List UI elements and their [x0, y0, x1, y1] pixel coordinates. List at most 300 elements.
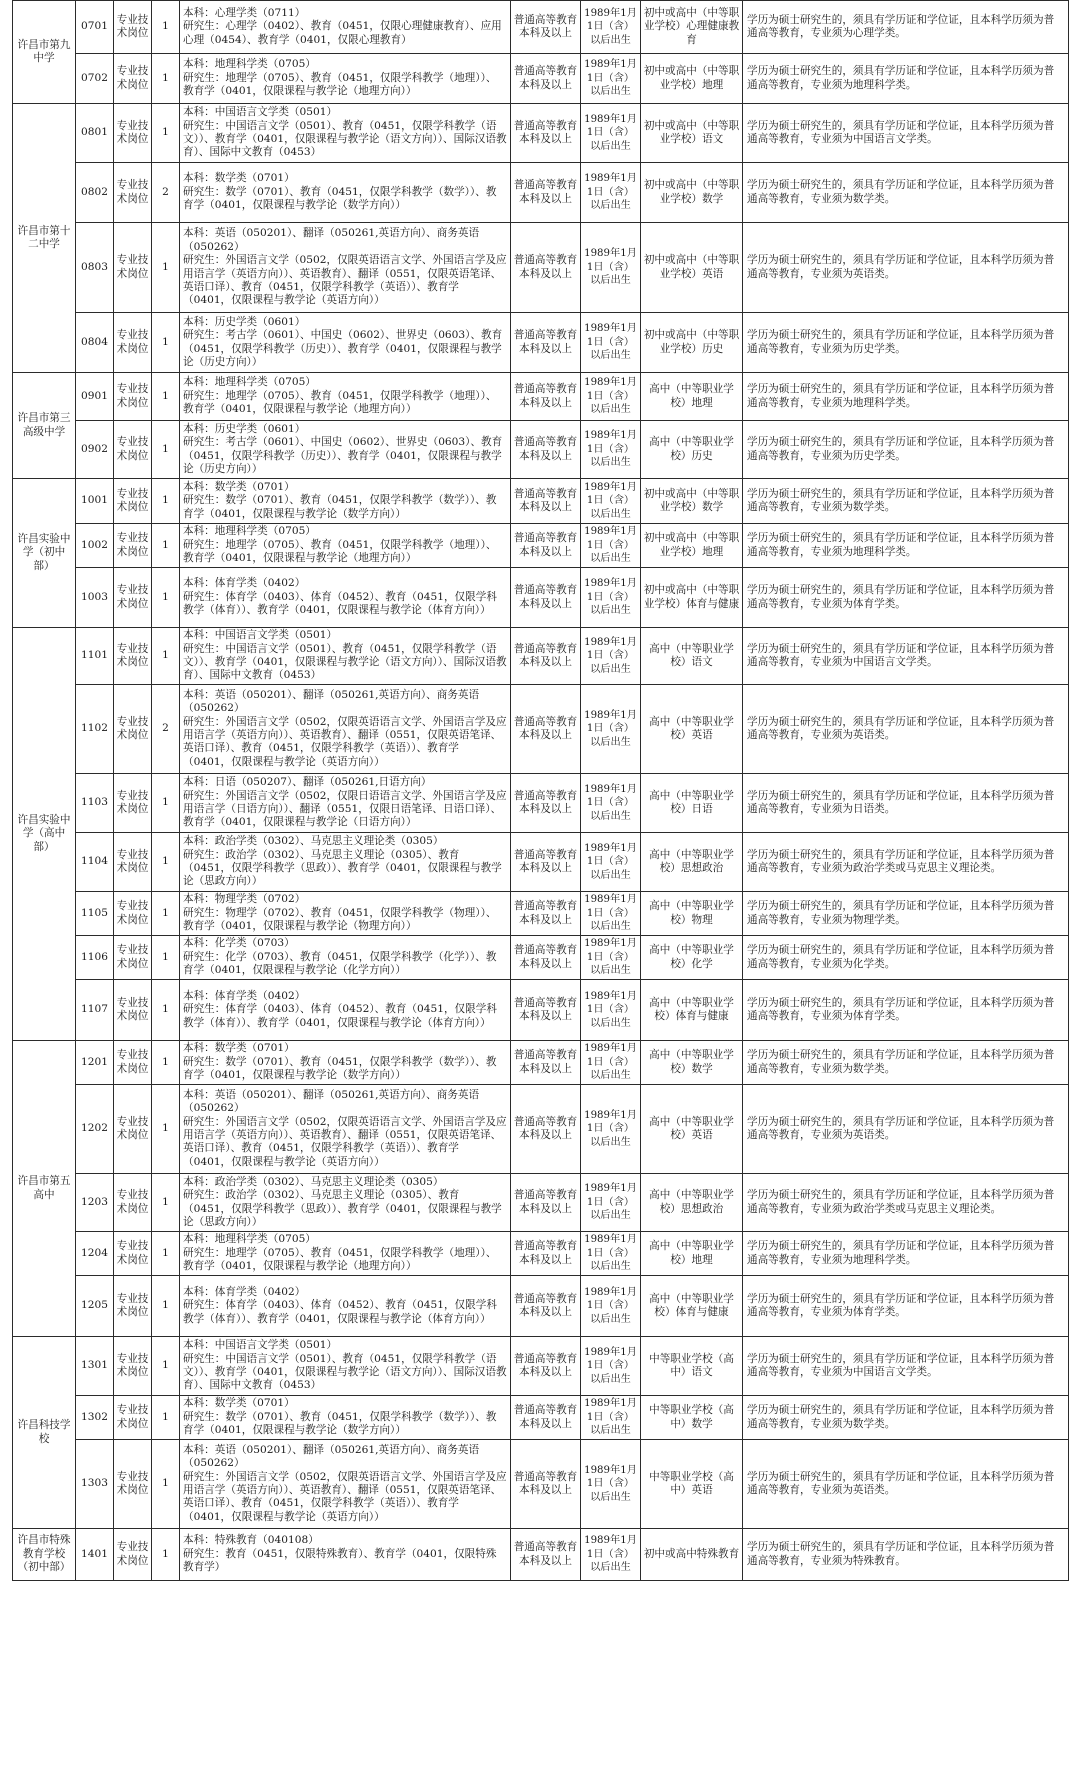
age-requirement-cell: 1989年1月1日（含）以后出生 — [581, 1529, 641, 1581]
education-requirement-cell: 普通高等教育本科及以上 — [511, 373, 581, 421]
age-requirement-cell: 1989年1月1日（含）以后出生 — [581, 373, 641, 421]
other-requirement-cell: 学历为硕士研究生的，须具有学历证和学位证，且本科学历须为普通高等教育，专业须为数学类。 — [743, 479, 1069, 524]
major-requirement-cell — [180, 1529, 511, 1581]
hiring-count-cell: 1 — [152, 1085, 180, 1174]
position-code-cell: 0802 — [76, 163, 114, 223]
age-requirement-cell: 1989年1月1日（含）以后出生 — [581, 936, 641, 980]
position-type-cell: 专业技术岗位 — [114, 774, 152, 833]
major-requirement-cell — [180, 1396, 511, 1440]
major-graduate-line: 研究生：化学（0703）、教育（0451，仅限学科教学（化学））、教育学（0401，仅限课程与教学论（化学方向）） — [183, 950, 497, 977]
teacher-certificate-cell: 初中或高中（中等职业学校）心理健康教育 — [641, 1, 743, 54]
unit-name-cell: 许昌实验中学（高中部） — [13, 628, 76, 1041]
major-requirement-cell — [180, 223, 511, 313]
other-requirement-cell: 学历为硕士研究生的，须具有学历证和学位证，且本科学历须为普通高等教育，专业须为数学类。 — [743, 1041, 1069, 1085]
major-requirement-cell — [180, 936, 511, 980]
other-requirement-cell: 学历为硕士研究生的，须具有学历证和学位证，且本科学历须为普通高等教育，专业须为心理学类。 — [743, 1, 1069, 54]
major-graduate-line: 研究生：数学（0701）、教育（0451，仅限学科教学（数学））、教育学（0401，仅限课程与教学论（数学方向）） — [183, 494, 497, 520]
teacher-certificate-cell: 初中或高中（中等职业学校）英语 — [641, 223, 743, 313]
age-requirement-cell: 1989年1月1日（含）以后出生 — [581, 313, 641, 373]
position-type-cell: 专业技术岗位 — [114, 980, 152, 1041]
age-requirement-cell: 1989年1月1日（含）以后出生 — [581, 163, 641, 223]
major-undergrad-line: 本科：历史学类（0601） — [183, 422, 306, 435]
position-code-cell: 1103 — [76, 774, 114, 833]
teacher-certificate-cell: 高中（中等职业学校）思想政治 — [641, 833, 743, 892]
table-row — [13, 163, 1069, 223]
education-requirement-cell: 普通高等教育本科及以上 — [511, 1276, 581, 1337]
major-requirement-cell — [180, 980, 511, 1041]
table-row — [13, 373, 1069, 421]
position-code-cell: 1203 — [76, 1174, 114, 1232]
hiring-count-cell: 1 — [152, 1440, 180, 1529]
major-graduate-line: 研究生：地理学（0705）、教育（0451，仅限学科教学（地理））、教育学（0401，仅限课程与教学论（地理方向）） — [183, 1246, 497, 1273]
other-requirement-cell: 学历为硕士研究生的，须具有学历证和学位证，且本科学历须为普通高等教育，专业须为化学类。 — [743, 936, 1069, 980]
other-requirement-cell: 学历为硕士研究生的，须具有学历证和学位证，且本科学历须为普通高等教育，专业须为体育学类。 — [743, 1276, 1069, 1337]
major-graduate-line: 研究生：政治学（0302）、马克思主义理论（0305）、教育（0451，仅限学科教学（思政））、教育学（0401，仅限课程与教学论（思政方向）） — [183, 1189, 502, 1228]
major-requirement-cell — [180, 1276, 511, 1337]
teacher-certificate-cell: 高中（中等职业学校）语文 — [641, 628, 743, 685]
education-requirement-cell: 普通高等教育本科及以上 — [511, 568, 581, 628]
table-row — [13, 104, 1069, 163]
other-requirement-cell: 学历为硕士研究生的，须具有学历证和学位证，且本科学历须为普通高等教育，专业须为地理科学类。 — [743, 373, 1069, 421]
major-undergrad-line: 本科：物理学类（0702） — [183, 893, 306, 906]
position-type-cell: 专业技术岗位 — [114, 524, 152, 568]
major-undergrad-line: 本科：体育学类（0402） — [183, 577, 306, 590]
position-code-cell: 1106 — [76, 936, 114, 980]
position-type-cell: 专业技术岗位 — [114, 892, 152, 936]
education-requirement-cell: 普通高等教育本科及以上 — [511, 980, 581, 1041]
table-row — [13, 1337, 1069, 1396]
table-row — [13, 980, 1069, 1041]
teacher-certificate-cell: 高中（中等职业学校）英语 — [641, 685, 743, 774]
teacher-certificate-cell: 初中或高中（中等职业学校）历史 — [641, 313, 743, 373]
table-row — [13, 1396, 1069, 1440]
hiring-count-cell: 1 — [152, 936, 180, 980]
position-type-cell: 专业技术岗位 — [114, 421, 152, 479]
position-type-cell: 专业技术岗位 — [114, 313, 152, 373]
teacher-certificate-cell: 初中或高中（中等职业学校）地理 — [641, 524, 743, 568]
hiring-count-cell: 1 — [152, 223, 180, 313]
major-requirement-cell — [180, 421, 511, 479]
major-undergrad-line: 本科：历史学类（0601） — [183, 315, 306, 328]
teacher-certificate-cell: 中等职业学校（高中）数学 — [641, 1396, 743, 1440]
education-requirement-cell: 普通高等教育本科及以上 — [511, 1174, 581, 1232]
table-row — [13, 1529, 1069, 1581]
table-row — [13, 833, 1069, 892]
position-code-cell: 1401 — [76, 1529, 114, 1581]
major-requirement-cell — [180, 1041, 511, 1085]
hiring-count-cell: 1 — [152, 774, 180, 833]
education-requirement-cell: 普通高等教育本科及以上 — [511, 1337, 581, 1396]
table-row — [13, 1, 1069, 54]
major-graduate-line: 研究生：数学（0701）、教育（0451，仅限学科教学（数学））、教育学（0401，仅限课程与教学论（数学方向）） — [183, 1055, 497, 1082]
page-bottom-edge — [0, 1787, 1080, 1791]
table-row — [13, 774, 1069, 833]
major-requirement-cell — [180, 1337, 511, 1396]
position-type-cell: 专业技术岗位 — [114, 833, 152, 892]
major-undergrad-line: 本科：地理科学类（0705） — [183, 525, 316, 538]
position-code-cell: 1302 — [76, 1396, 114, 1440]
position-type-cell: 专业技术岗位 — [114, 1396, 152, 1440]
education-requirement-cell: 普通高等教育本科及以上 — [511, 936, 581, 980]
hiring-count-cell: 1 — [152, 1529, 180, 1581]
hiring-count-cell: 1 — [152, 54, 180, 104]
unit-name-cell: 许昌科技学校 — [13, 1337, 76, 1529]
table-row — [13, 1174, 1069, 1232]
position-code-cell: 1102 — [76, 685, 114, 774]
teacher-certificate-cell: 高中（中等职业学校）日语 — [641, 774, 743, 833]
education-requirement-cell: 普通高等教育本科及以上 — [511, 833, 581, 892]
other-requirement-cell: 学历为硕士研究生的，须具有学历证和学位证，且本科学历须为普通高等教育，专业须为中国语言文学类。 — [743, 1337, 1069, 1396]
education-requirement-cell: 普通高等教育本科及以上 — [511, 685, 581, 774]
major-undergrad-line: 本科：英语（050201）、翻译（050261,英语方向）、商务英语（050262） — [183, 688, 480, 715]
major-graduate-line: 研究生：考古学（0601）、中国史（0602）、世界史（0603）、教育（0451，仅限学科教学（历史））、教育学（0401，仅限课程与教学论（历史方向）） — [183, 329, 503, 368]
hiring-count-cell: 1 — [152, 1232, 180, 1276]
education-requirement-cell: 普通高等教育本科及以上 — [511, 774, 581, 833]
recruitment-table-container — [12, 0, 1068, 1581]
unit-name-cell: 许昌市第五高中 — [13, 1041, 76, 1337]
education-requirement-cell: 普通高等教育本科及以上 — [511, 421, 581, 479]
teacher-certificate-cell: 初中或高中特殊教育 — [641, 1529, 743, 1581]
table-row — [13, 568, 1069, 628]
age-requirement-cell: 1989年1月1日（含）以后出生 — [581, 54, 641, 104]
other-requirement-cell: 学历为硕士研究生的，须具有学历证和学位证，且本科学历须为普通高等教育，专业须为中国语言文学类。 — [743, 628, 1069, 685]
position-code-cell: 1204 — [76, 1232, 114, 1276]
major-undergrad-line: 本科：地理科学类（0705） — [183, 58, 316, 71]
position-type-cell: 专业技术岗位 — [114, 1276, 152, 1337]
age-requirement-cell: 1989年1月1日（含）以后出生 — [581, 1174, 641, 1232]
table-row — [13, 892, 1069, 936]
other-requirement-cell: 学历为硕士研究生的，须具有学历证和学位证，且本科学历须为普通高等教育，专业须为日语类。 — [743, 774, 1069, 833]
position-type-cell: 专业技术岗位 — [114, 1440, 152, 1529]
other-requirement-cell: 学历为硕士研究生的，须具有学历证和学位证，且本科学历须为普通高等教育，专业须为英语类。 — [743, 223, 1069, 313]
position-code-cell: 0701 — [76, 1, 114, 54]
position-type-cell: 专业技术岗位 — [114, 1, 152, 54]
position-code-cell: 1003 — [76, 568, 114, 628]
position-code-cell: 1202 — [76, 1085, 114, 1174]
age-requirement-cell: 1989年1月1日（含）以后出生 — [581, 628, 641, 685]
position-type-cell: 专业技术岗位 — [114, 685, 152, 774]
major-undergrad-line: 本科：地理科学类（0705） — [183, 376, 316, 389]
unit-name-cell: 许昌市第十二中学 — [13, 104, 76, 373]
age-requirement-cell: 1989年1月1日（含）以后出生 — [581, 1396, 641, 1440]
recruitment-table — [12, 0, 1069, 1581]
age-requirement-cell: 1989年1月1日（含）以后出生 — [581, 980, 641, 1041]
major-undergrad-line: 本科：中国语言文学类（0501） — [183, 629, 338, 642]
hiring-count-cell: 1 — [152, 1041, 180, 1085]
major-graduate-line: 研究生：地理学（0705）、教育（0451，仅限学科教学（地理））、教育学（0401，仅限课程与教学论（地理方向）） — [183, 538, 497, 565]
position-type-cell: 专业技术岗位 — [114, 223, 152, 313]
position-type-cell: 专业技术岗位 — [114, 479, 152, 524]
position-type-cell: 专业技术岗位 — [114, 1174, 152, 1232]
education-requirement-cell: 普通高等教育本科及以上 — [511, 104, 581, 163]
education-requirement-cell: 普通高等教育本科及以上 — [511, 892, 581, 936]
table-row — [13, 313, 1069, 373]
hiring-count-cell: 1 — [152, 628, 180, 685]
table-row — [13, 1440, 1069, 1529]
other-requirement-cell: 学历为硕士研究生的，须具有学历证和学位证，且本科学历须为普通高等教育，专业须为地理科学类。 — [743, 524, 1069, 568]
table-row — [13, 628, 1069, 685]
other-requirement-cell: 学历为硕士研究生的，须具有学历证和学位证，且本科学历须为普通高等教育，专业须为英语类。 — [743, 685, 1069, 774]
hiring-count-cell: 2 — [152, 163, 180, 223]
major-graduate-line: 研究生：体育学（0403）、体育（0452）、教育（0451，仅限学科教学（体育））、教育学（0401，仅限课程与教学论（体育方向）） — [183, 1299, 497, 1325]
hiring-count-cell: 1 — [152, 313, 180, 373]
teacher-certificate-cell: 高中（中等职业学校）化学 — [641, 936, 743, 980]
table-row — [13, 685, 1069, 774]
position-code-cell: 1303 — [76, 1440, 114, 1529]
other-requirement-cell: 学历为硕士研究生的，须具有学历证和学位证，且本科学历须为普通高等教育，专业须为地理科学类。 — [743, 54, 1069, 104]
major-requirement-cell — [180, 163, 511, 223]
major-requirement-cell — [180, 833, 511, 892]
major-requirement-cell — [180, 1085, 511, 1174]
age-requirement-cell: 1989年1月1日（含）以后出生 — [581, 1041, 641, 1085]
education-requirement-cell: 普通高等教育本科及以上 — [511, 163, 581, 223]
major-undergrad-line: 本科：特殊教育（040108） — [183, 1534, 319, 1547]
teacher-certificate-cell: 高中（中等职业学校）体育与健康 — [641, 980, 743, 1041]
position-code-cell: 1101 — [76, 628, 114, 685]
education-requirement-cell: 普通高等教育本科及以上 — [511, 1232, 581, 1276]
major-graduate-line: 研究生：物理学（0702）、教育（0451，仅限学科教学（物理））、教育学（0401，仅限课程与教学论（物理方向）） — [183, 906, 497, 933]
position-code-cell: 1201 — [76, 1041, 114, 1085]
other-requirement-cell: 学历为硕士研究生的，须具有学历证和学位证，且本科学历须为普通高等教育，专业须为数学类。 — [743, 1396, 1069, 1440]
teacher-certificate-cell: 高中（中等职业学校）物理 — [641, 892, 743, 936]
major-requirement-cell — [180, 54, 511, 104]
major-graduate-line: 研究生：体育学（0403）、体育（0452）、教育（0451，仅限学科教学（体育））、教育学（0401，仅限课程与教学论（体育方向）） — [183, 1003, 497, 1029]
teacher-certificate-cell: 初中或高中（中等职业学校）体育与健康 — [641, 568, 743, 628]
position-type-cell: 专业技术岗位 — [114, 163, 152, 223]
major-undergrad-line: 本科：体育学类（0402） — [183, 989, 306, 1002]
teacher-certificate-cell: 初中或高中（中等职业学校）语文 — [641, 104, 743, 163]
unit-name-cell: 许昌实验中学（初中部） — [13, 479, 76, 628]
hiring-count-cell: 1 — [152, 980, 180, 1041]
other-requirement-cell: 学历为硕士研究生的，须具有学历证和学位证，且本科学历须为普通高等教育，专业须为特殊教育。 — [743, 1529, 1069, 1581]
position-code-cell: 1301 — [76, 1337, 114, 1396]
other-requirement-cell: 学历为硕士研究生的，须具有学历证和学位证，且本科学历须为普通高等教育，专业须为体育学类。 — [743, 568, 1069, 628]
major-undergrad-line: 本科：政治学类（0302）、马克思主义理论类（0305） — [183, 835, 444, 848]
teacher-certificate-cell: 中等职业学校（高中）语文 — [641, 1337, 743, 1396]
education-requirement-cell: 普通高等教育本科及以上 — [511, 223, 581, 313]
age-requirement-cell: 1989年1月1日（含）以后出生 — [581, 1440, 641, 1529]
teacher-certificate-cell: 高中（中等职业学校）思想政治 — [641, 1174, 743, 1232]
position-code-cell: 0902 — [76, 421, 114, 479]
education-requirement-cell: 普通高等教育本科及以上 — [511, 1396, 581, 1440]
major-undergrad-line: 本科：体育学类（0402） — [183, 1285, 306, 1298]
major-undergrad-line: 本科：英语（050201）、翻译（050261,英语方向）、商务英语（050262） — [183, 227, 480, 253]
position-code-cell: 0804 — [76, 313, 114, 373]
hiring-count-cell: 1 — [152, 892, 180, 936]
age-requirement-cell: 1989年1月1日（含）以后出生 — [581, 833, 641, 892]
major-requirement-cell — [180, 1232, 511, 1276]
education-requirement-cell: 普通高等教育本科及以上 — [511, 1529, 581, 1581]
education-requirement-cell: 普通高等教育本科及以上 — [511, 313, 581, 373]
age-requirement-cell: 1989年1月1日（含）以后出生 — [581, 1085, 641, 1174]
hiring-count-cell: 1 — [152, 421, 180, 479]
major-graduate-line: 研究生：外国语言文学（0502，仅限英语语言文学、外国语言学及应用语言学（英语方向））、英语教育）、翻译（0551，仅限英语笔译、英语口译）、教育（0451，仅限学科教学（英语））、教育学（0401，仅限课程与教学论（英语方向）） — [183, 1470, 507, 1523]
unit-name-cell: 许昌市第九中学 — [13, 1, 76, 104]
hiring-count-cell: 1 — [152, 524, 180, 568]
hiring-count-cell: 1 — [152, 479, 180, 524]
teacher-certificate-cell: 高中（中等职业学校）数学 — [641, 1041, 743, 1085]
education-requirement-cell: 普通高等教育本科及以上 — [511, 1440, 581, 1529]
position-code-cell: 0801 — [76, 104, 114, 163]
other-requirement-cell: 学历为硕士研究生的，须具有学历证和学位证，且本科学历须为普通高等教育，专业须为历史学类。 — [743, 421, 1069, 479]
major-undergrad-line: 本科：英语（050201）、翻译（050261,英语方向）、商务英语（050262） — [183, 1443, 480, 1470]
major-requirement-cell — [180, 1, 511, 54]
age-requirement-cell: 1989年1月1日（含）以后出生 — [581, 421, 641, 479]
teacher-certificate-cell: 高中（中等职业学校）地理 — [641, 373, 743, 421]
position-type-cell: 专业技术岗位 — [114, 373, 152, 421]
position-type-cell: 专业技术岗位 — [114, 1529, 152, 1581]
other-requirement-cell: 学历为硕士研究生的，须具有学历证和学位证，且本科学历须为普通高等教育，专业须为政治学类或马克思主义理论类。 — [743, 1174, 1069, 1232]
position-code-cell: 1001 — [76, 479, 114, 524]
other-requirement-cell: 学历为硕士研究生的，须具有学历证和学位证，且本科学历须为普通高等教育，专业须为地理科学类。 — [743, 1232, 1069, 1276]
age-requirement-cell: 1989年1月1日（含）以后出生 — [581, 568, 641, 628]
table-row — [13, 524, 1069, 568]
education-requirement-cell: 普通高等教育本科及以上 — [511, 1, 581, 54]
other-requirement-cell: 学历为硕士研究生的，须具有学历证和学位证，且本科学历须为普通高等教育，专业须为体育学类。 — [743, 980, 1069, 1041]
position-code-cell: 1205 — [76, 1276, 114, 1337]
teacher-certificate-cell: 高中（中等职业学校）英语 — [641, 1085, 743, 1174]
table-body — [13, 1, 1069, 1581]
age-requirement-cell: 1989年1月1日（含）以后出生 — [581, 223, 641, 313]
major-graduate-line: 研究生：数学（0701）、教育（0451，仅限学科教学（数学））、教育学（0401，仅限课程与教学论（数学方向）） — [183, 1410, 497, 1437]
major-requirement-cell — [180, 313, 511, 373]
hiring-count-cell: 1 — [152, 1, 180, 54]
major-undergrad-line: 本科：地理科学类（0705） — [183, 1233, 316, 1246]
major-graduate-line: 研究生：外国语言文学（0502，仅限英语语言文学、外国语言学及应用语言学（英语方向））、英语教育）、翻译（0551，仅限英语笔译、英语口译）、教育（0451，仅限学科教学（英语））、教育学（0401，仅限课程与教学论（英语方向）） — [183, 1115, 507, 1168]
position-code-cell: 1107 — [76, 980, 114, 1041]
age-requirement-cell: 1989年1月1日（含）以后出生 — [581, 685, 641, 774]
major-graduate-line: 研究生：外国语言文学（0502，仅限英语语言文学、外国语言学及应用语言学（英语方向））、英语教育）、翻译（0551，仅限英语笔译、英语口译）、教育（0451，仅限学科教学（英语））、教育学（0401，仅限课程与教学论（英语方向）） — [183, 715, 507, 768]
education-requirement-cell: 普通高等教育本科及以上 — [511, 1041, 581, 1085]
major-requirement-cell — [180, 479, 511, 524]
hiring-count-cell: 1 — [152, 1396, 180, 1440]
major-requirement-cell — [180, 524, 511, 568]
major-requirement-cell — [180, 568, 511, 628]
major-graduate-line: 研究生：中国语言文学（0501）、教育（0451，仅限学科教学（语文））、教育学（0401，仅限课程与教学论（语文方向））、国际汉语教育）、国际中文教育（0453） — [183, 119, 507, 159]
major-requirement-cell — [180, 628, 511, 685]
table-row — [13, 1085, 1069, 1174]
hiring-count-cell: 1 — [152, 104, 180, 163]
age-requirement-cell: 1989年1月1日（含）以后出生 — [581, 479, 641, 524]
education-requirement-cell: 普通高等教育本科及以上 — [511, 1085, 581, 1174]
table-row — [13, 936, 1069, 980]
other-requirement-cell: 学历为硕士研究生的，须具有学历证和学位证，且本科学历须为普通高等教育，专业须为英语类。 — [743, 1440, 1069, 1529]
position-code-cell: 1002 — [76, 524, 114, 568]
hiring-count-cell: 2 — [152, 685, 180, 774]
education-requirement-cell: 普通高等教育本科及以上 — [511, 628, 581, 685]
age-requirement-cell: 1989年1月1日（含）以后出生 — [581, 1, 641, 54]
teacher-certificate-cell: 初中或高中（中等职业学校）数学 — [641, 479, 743, 524]
age-requirement-cell: 1989年1月1日（含）以后出生 — [581, 104, 641, 163]
major-undergrad-line: 本科：数学类（0701） — [183, 172, 295, 185]
major-graduate-line: 研究生：政治学（0302）、马克思主义理论（0305）、教育（0451，仅限学科教学（思政））、教育学（0401，仅限课程与教学论（思政方向）） — [183, 848, 502, 888]
other-requirement-cell: 学历为硕士研究生的，须具有学历证和学位证，且本科学历须为普通高等教育，专业须为政治学类或马克思主义理论类。 — [743, 833, 1069, 892]
major-requirement-cell — [180, 774, 511, 833]
hiring-count-cell: 1 — [152, 568, 180, 628]
position-code-cell: 1104 — [76, 833, 114, 892]
position-type-cell: 专业技术岗位 — [114, 104, 152, 163]
position-code-cell: 0702 — [76, 54, 114, 104]
teacher-certificate-cell: 高中（中等职业学校）体育与健康 — [641, 1276, 743, 1337]
major-requirement-cell — [180, 1174, 511, 1232]
major-undergrad-line: 本科：数学类（0701） — [183, 1042, 295, 1055]
table-row — [13, 223, 1069, 313]
table-row — [13, 1276, 1069, 1337]
hiring-count-cell: 1 — [152, 373, 180, 421]
position-type-cell: 专业技术岗位 — [114, 1085, 152, 1174]
teacher-certificate-cell: 初中或高中（中等职业学校）数学 — [641, 163, 743, 223]
position-code-cell: 1105 — [76, 892, 114, 936]
major-undergrad-line: 本科：中国语言文学类（0501） — [183, 106, 338, 119]
age-requirement-cell: 1989年1月1日（含）以后出生 — [581, 524, 641, 568]
hiring-count-cell: 1 — [152, 833, 180, 892]
position-type-cell: 专业技术岗位 — [114, 1041, 152, 1085]
position-type-cell: 专业技术岗位 — [114, 1232, 152, 1276]
teacher-certificate-cell: 高中（中等职业学校）历史 — [641, 421, 743, 479]
position-code-cell: 0803 — [76, 223, 114, 313]
age-requirement-cell: 1989年1月1日（含）以后出生 — [581, 1232, 641, 1276]
education-requirement-cell: 普通高等教育本科及以上 — [511, 479, 581, 524]
table-row — [13, 1041, 1069, 1085]
age-requirement-cell: 1989年1月1日（含）以后出生 — [581, 774, 641, 833]
other-requirement-cell: 学历为硕士研究生的，须具有学历证和学位证，且本科学历须为普通高等教育，专业须为历史学类。 — [743, 313, 1069, 373]
major-graduate-line: 研究生：中国语言文学（0501）、教育（0451，仅限学科教学（语文））、教育学（0401，仅限课程与教学论（语文方向））、国际汉语教育）、国际中文教育（0453） — [183, 642, 507, 682]
major-undergrad-line: 本科：心理学类（0711） — [183, 6, 306, 19]
table-row — [13, 479, 1069, 524]
age-requirement-cell: 1989年1月1日（含）以后出生 — [581, 892, 641, 936]
position-type-cell: 专业技术岗位 — [114, 568, 152, 628]
table-row — [13, 421, 1069, 479]
other-requirement-cell: 学历为硕士研究生的，须具有学历证和学位证，且本科学历须为普通高等教育，专业须为数学类。 — [743, 163, 1069, 223]
teacher-certificate-cell: 高中（中等职业学校）地理 — [641, 1232, 743, 1276]
position-type-cell: 专业技术岗位 — [114, 936, 152, 980]
table-row — [13, 54, 1069, 104]
position-type-cell: 专业技术岗位 — [114, 628, 152, 685]
major-requirement-cell — [180, 373, 511, 421]
hiring-count-cell: 1 — [152, 1174, 180, 1232]
major-graduate-line: 研究生：考古学（0601）、中国史（0602）、世界史（0603）、教育（0451，仅限学科教学（历史））、教育学（0401，仅限课程与教学论（历史方向）） — [183, 436, 503, 475]
major-graduate-line: 研究生：心理学（0402）、教育（0451，仅限心理健康教育）、应用心理（0454）、教育学（0401，仅限心理教育） — [183, 20, 502, 46]
major-graduate-line: 研究生：外国语言文学（0502，仅限英语语言文学、外国语言学及应用语言学（英语方向））、英语教育）、翻译（0551，仅限英语笔译、英语口译）、教育（0451，仅限学科教学（英语））、教育学（0401，仅限课程与教学论（英语方向）） — [183, 254, 507, 307]
major-requirement-cell — [180, 1440, 511, 1529]
major-undergrad-line: 本科：政治学类（0302）、马克思主义理论类（0305） — [183, 1175, 444, 1188]
position-code-cell: 0901 — [76, 373, 114, 421]
position-type-cell: 专业技术岗位 — [114, 1337, 152, 1396]
age-requirement-cell: 1989年1月1日（含）以后出生 — [581, 1276, 641, 1337]
education-requirement-cell: 普通高等教育本科及以上 — [511, 54, 581, 104]
education-requirement-cell: 普通高等教育本科及以上 — [511, 524, 581, 568]
hiring-count-cell: 1 — [152, 1337, 180, 1396]
unit-name-cell: 许昌市特殊教育学校（初中部） — [13, 1529, 76, 1581]
major-requirement-cell — [180, 685, 511, 774]
teacher-certificate-cell: 初中或高中（中等职业学校）地理 — [641, 54, 743, 104]
major-graduate-line: 研究生：数学（0701）、教育（0451，仅限学科教学（数学））、教育学（0401，仅限课程与教学论（数学方向）） — [183, 185, 497, 212]
table-row — [13, 1232, 1069, 1276]
major-graduate-line: 研究生：中国语言文学（0501）、教育（0451，仅限学科教学（语文））、教育学（0401，仅限课程与教学论（语文方向））、国际汉语教育）、国际中文教育（0453） — [183, 1352, 507, 1392]
major-undergrad-line: 本科：中国语言文学类（0501） — [183, 1339, 338, 1352]
major-undergrad-line: 本科：英语（050201）、翻译（050261,英语方向）、商务英语（050262） — [183, 1088, 480, 1115]
major-requirement-cell — [180, 892, 511, 936]
age-requirement-cell: 1989年1月1日（含）以后出生 — [581, 1337, 641, 1396]
major-graduate-line: 研究生：体育学（0403）、体育（0452）、教育（0451，仅限学科教学（体育））、教育学（0401，仅限课程与教学论（体育方向）） — [183, 590, 497, 617]
major-graduate-line: 研究生：地理学（0705）、教育（0451，仅限学科教学（地理））、教育学（0401，仅限课程与教学论（地理方向）） — [183, 389, 497, 416]
unit-name-cell: 许昌市第三高级中学 — [13, 373, 76, 479]
major-undergrad-line: 本科：数学类（0701） — [183, 1397, 295, 1410]
major-undergrad-line: 本科：化学类（0703） — [183, 937, 295, 950]
other-requirement-cell: 学历为硕士研究生的，须具有学历证和学位证，且本科学历须为普通高等教育，专业须为中国语言文学类。 — [743, 104, 1069, 163]
hiring-count-cell: 1 — [152, 1276, 180, 1337]
major-requirement-cell — [180, 104, 511, 163]
